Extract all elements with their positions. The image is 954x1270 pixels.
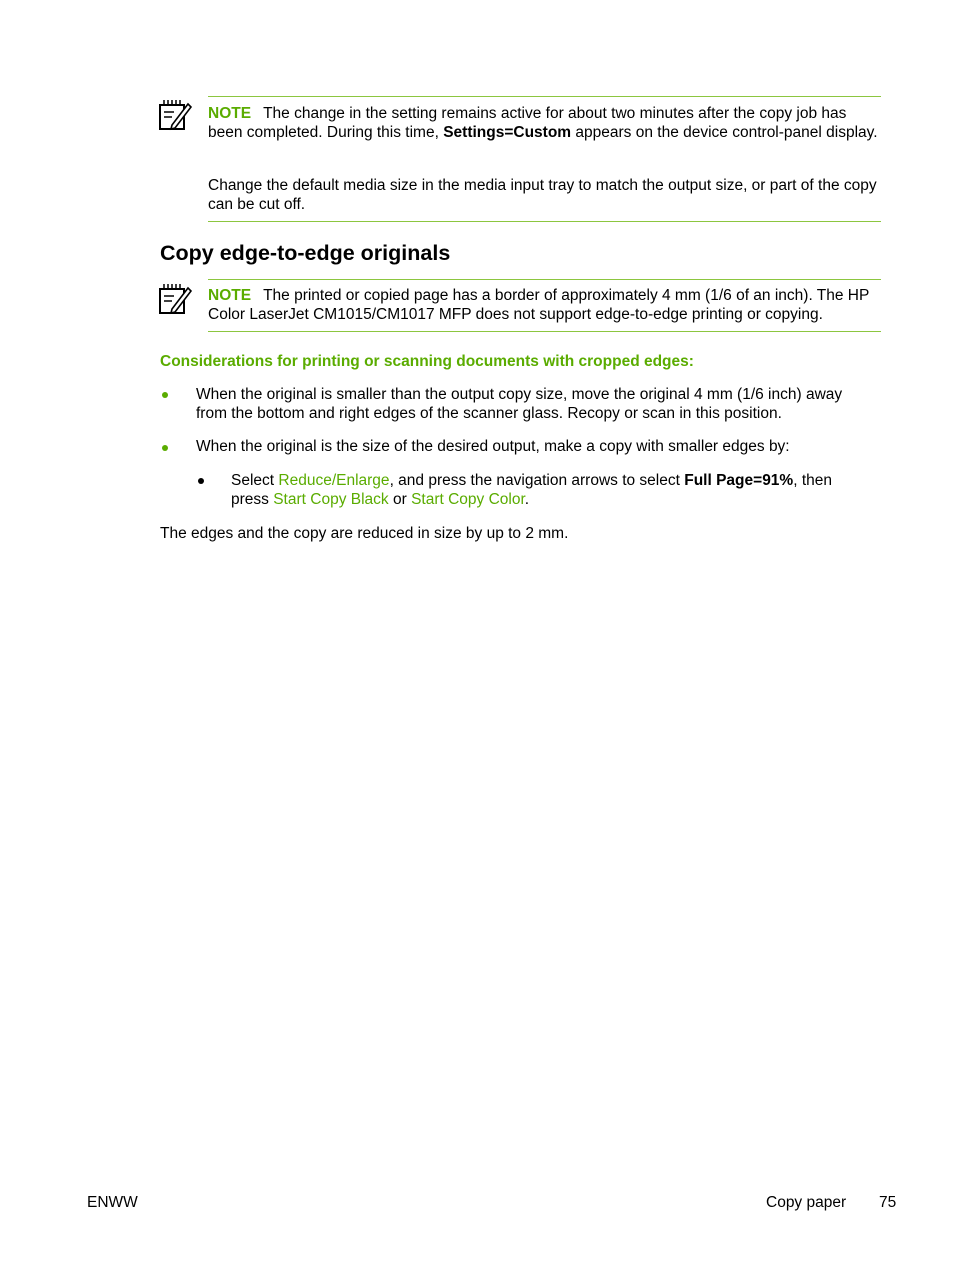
full-page-text: Full Page=91% bbox=[684, 472, 794, 489]
list-item: When the original is smaller than the output copy size, move the original 4 mm (1/6 inch) away from the bottom and right edges of the scanner glass. Recopy or scan in this position. bbox=[196, 386, 843, 422]
subheading: Considerations for printing or scanning documents with cropped edges: bbox=[160, 353, 694, 370]
page-number: 75 bbox=[879, 1194, 897, 1211]
text: . bbox=[524, 491, 530, 508]
note-paragraph-2: Change the default media size in the media input tray to match the output size, or part of the copy can be cut off. bbox=[208, 177, 877, 213]
text: or bbox=[388, 491, 412, 508]
note-text: The printed or copied page has a border of approximately 4 mm (1/6 of an inch). The HP Color LaserJet CM1015/CM1017 MFP does not support edge-to-edge printing or copying. bbox=[208, 287, 870, 323]
settings-custom-text: Settings=Custom bbox=[443, 124, 572, 141]
note-icon bbox=[158, 282, 192, 316]
note-paragraph bbox=[208, 286, 881, 324]
note-icon bbox=[158, 98, 192, 132]
note-box bbox=[208, 279, 881, 332]
section-heading: Copy edge-to-edge originals bbox=[160, 241, 451, 265]
footer-left: ENWW bbox=[87, 1194, 138, 1211]
note-box bbox=[208, 96, 881, 222]
text: , and press the navigation arrows to select bbox=[389, 472, 685, 489]
list-item: When the original is the size of the desired output, make a copy with smaller edges by: bbox=[196, 438, 790, 455]
note-paragraph bbox=[208, 104, 881, 142]
reduce-enlarge-link[interactable]: Reduce/Enlarge bbox=[278, 472, 390, 489]
note-label: NOTE bbox=[208, 105, 252, 122]
text: , then press bbox=[231, 472, 832, 508]
text: Select bbox=[231, 472, 279, 489]
closing-paragraph: The edges and the copy are reduced in size by up to 2 mm. bbox=[160, 525, 569, 542]
sub-bullet-icon bbox=[198, 478, 204, 484]
note-label: NOTE bbox=[208, 287, 252, 304]
bullet-icon bbox=[162, 392, 168, 398]
start-copy-black-link[interactable]: Start Copy Black bbox=[273, 491, 389, 508]
note-text-end: appears on the device control-panel display. bbox=[571, 124, 878, 141]
note-text: The change in the setting remains active for about two minutes after the copy job has been completed. During this time, bbox=[208, 105, 847, 141]
footer-section: Copy paper bbox=[766, 1194, 847, 1211]
start-copy-color-link[interactable]: Start Copy Color bbox=[411, 491, 525, 508]
bullet-icon bbox=[162, 445, 168, 451]
sub-list-item bbox=[231, 471, 871, 509]
